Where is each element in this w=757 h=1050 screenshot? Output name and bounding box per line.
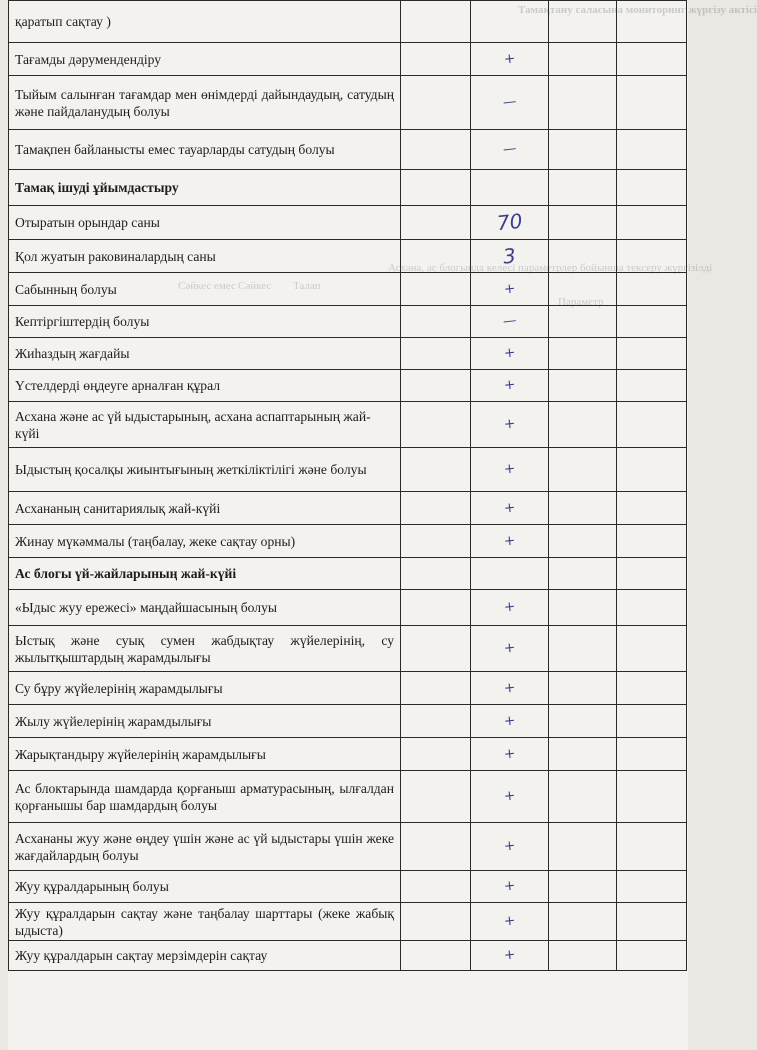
empty-cell [401, 705, 471, 738]
empty-cell [401, 43, 471, 76]
empty-cell [549, 871, 617, 903]
empty-cell [617, 705, 687, 738]
table-row [9, 771, 687, 823]
empty-cell [617, 558, 687, 590]
mark-value: + [502, 711, 516, 730]
empty-cell [549, 273, 617, 306]
empty-cell [549, 626, 617, 672]
empty-cell [549, 130, 617, 170]
empty-cell [401, 240, 471, 273]
empty-cell [617, 240, 687, 273]
table-row [9, 903, 687, 941]
parameter-label: Жуу құралдарын сақтау мерзімдерін сақтау [9, 941, 401, 971]
bleed-line-4: Сәйкес [238, 280, 272, 292]
handwritten-mark [471, 206, 549, 240]
parameter-label: Асхана және ас үй ыдыстарының, асхана аспаптарының жай-күйі [9, 402, 401, 448]
table-row [9, 871, 687, 903]
mark-value: + [502, 376, 516, 394]
handwritten-mark [471, 823, 549, 871]
table-row [9, 306, 687, 338]
table-row [9, 705, 687, 738]
parameter-label: Асхананы жуу және өңдеу үшін және ас үй ыдыстары үшін жеке жағдайлардың болуы [9, 823, 401, 871]
empty-cell [617, 590, 687, 626]
parameter-label: Ыстық және суық сумен жабдықтау жүйелерінің, су жылытқыштардың жарамдылығы [9, 626, 401, 672]
table-row [9, 941, 687, 971]
handwritten-mark [471, 525, 549, 558]
empty-cell [401, 130, 471, 170]
parameter-label: Жылу жүйелерінің жарамдылығы [9, 705, 401, 738]
table-row [9, 370, 687, 402]
table-row [9, 525, 687, 558]
handwritten-mark [471, 43, 549, 76]
mark-value: — [501, 312, 518, 330]
empty-cell [549, 492, 617, 525]
mark-value: + [502, 460, 516, 478]
mark-value: + [502, 837, 516, 855]
empty-cell [549, 76, 617, 130]
mark-value: — [501, 93, 518, 111]
empty-cell [549, 823, 617, 871]
handwritten-mark [471, 738, 549, 771]
mark-value: 3 [501, 242, 518, 269]
table-row [9, 402, 687, 448]
empty-cell [401, 170, 471, 206]
empty-cell [471, 170, 549, 206]
table-row [9, 1, 687, 43]
parameter-label: Сабынның болуы [9, 273, 401, 306]
empty-cell [617, 941, 687, 971]
empty-cell [401, 771, 471, 823]
handwritten-mark [471, 903, 549, 941]
empty-cell [401, 76, 471, 130]
empty-cell [549, 448, 617, 492]
mark-value: + [502, 415, 516, 433]
empty-cell [617, 273, 687, 306]
table-row [9, 492, 687, 525]
empty-cell [471, 558, 549, 590]
empty-cell [549, 402, 617, 448]
mark-value: — [501, 140, 518, 158]
empty-cell [401, 823, 471, 871]
empty-cell [617, 1, 687, 43]
empty-cell [549, 771, 617, 823]
empty-cell [401, 871, 471, 903]
handwritten-mark [471, 941, 549, 971]
empty-cell [617, 903, 687, 941]
parameter-label: Қол жуатын раковиналардың саны [9, 240, 401, 273]
section-title: Ас блогы үй-жайларының жай-күйі [9, 558, 401, 590]
empty-cell [617, 871, 687, 903]
empty-cell [401, 206, 471, 240]
empty-cell [401, 492, 471, 525]
section-row [9, 558, 687, 590]
empty-cell [549, 558, 617, 590]
parameter-label: қаратып сақтау ) [9, 1, 401, 43]
mark-value: + [502, 787, 516, 805]
handwritten-mark [471, 130, 549, 170]
empty-cell [401, 306, 471, 338]
empty-cell [401, 402, 471, 448]
empty-cell [549, 338, 617, 370]
empty-cell [617, 626, 687, 672]
empty-cell [401, 525, 471, 558]
empty-cell [617, 370, 687, 402]
empty-cell [401, 941, 471, 971]
parameter-label: Үстелдерді өңдеуге арналған құрал [9, 370, 401, 402]
empty-cell [401, 558, 471, 590]
handwritten-mark [471, 76, 549, 130]
handwritten-mark [471, 273, 549, 306]
empty-cell [549, 1, 617, 43]
empty-cell [401, 1, 471, 43]
empty-cell [549, 206, 617, 240]
empty-cell [617, 306, 687, 338]
empty-cell [549, 590, 617, 626]
table-row [9, 626, 687, 672]
parameter-label: Тағамды дәрумендендіру [9, 43, 401, 76]
empty-cell [617, 823, 687, 871]
parameter-label: Ас блоктарында шамдарда қорғаныш арматурасының, ылғалдан қорғанышы бар шамдардың болуы [9, 771, 401, 823]
empty-cell [617, 771, 687, 823]
empty-cell [401, 903, 471, 941]
handwritten-mark [471, 672, 549, 705]
table-row [9, 273, 687, 306]
mark-value: + [502, 877, 516, 895]
handwritten-mark [471, 871, 549, 903]
handwritten-mark [471, 306, 549, 338]
table-row [9, 823, 687, 871]
bleed-line-3: Талап [293, 280, 321, 292]
table-row [9, 590, 687, 626]
empty-cell [617, 672, 687, 705]
parameter-label: Отыратын орындар саны [9, 206, 401, 240]
empty-cell [401, 338, 471, 370]
table-row [9, 76, 687, 130]
empty-cell [617, 170, 687, 206]
handwritten-mark [471, 626, 549, 672]
mark-value: + [502, 279, 516, 298]
parameter-label: Су бұру жүйелерінің жарамдылығы [9, 672, 401, 705]
bleed-line-5: Сәйкес емес [178, 280, 236, 292]
parameter-label: «Ыдыс жуу ережесі» маңдайшасының болуы [9, 590, 401, 626]
parameter-label: Кептіргіштердің болуы [9, 306, 401, 338]
handwritten-mark [471, 492, 549, 525]
empty-cell [617, 130, 687, 170]
section-row [9, 170, 687, 206]
empty-cell [617, 76, 687, 130]
empty-cell [401, 672, 471, 705]
bleed-heading: Тамақтану саласына мониторинг жүргізу актісі [518, 4, 757, 16]
empty-cell [401, 590, 471, 626]
section-title: Тамақ ішуді ұйымдастыру [9, 170, 401, 206]
table-row [9, 672, 687, 705]
empty-cell [617, 448, 687, 492]
bleed-line-1: Асхана, ас блогында келесі параметрлер бойынша тексеру жүргізілді [388, 262, 713, 274]
handwritten-mark [471, 402, 549, 448]
table-row [9, 338, 687, 370]
empty-cell [617, 338, 687, 370]
empty-cell [549, 240, 617, 273]
empty-cell [617, 402, 687, 448]
empty-cell [617, 492, 687, 525]
monitoring-checklist-table [8, 0, 687, 971]
empty-cell [401, 273, 471, 306]
mark-value: + [502, 598, 516, 616]
mark-value: + [502, 498, 516, 517]
handwritten-mark [471, 771, 549, 823]
empty-cell [549, 941, 617, 971]
mark-value: + [502, 946, 516, 964]
empty-cell [549, 306, 617, 338]
table-row [9, 240, 687, 273]
empty-cell [549, 170, 617, 206]
empty-cell [401, 370, 471, 402]
table-row [9, 130, 687, 170]
empty-cell [617, 43, 687, 76]
empty-cell [549, 903, 617, 941]
empty-cell [549, 370, 617, 402]
handwritten-mark [471, 1, 549, 43]
mark-value: 70 [495, 208, 524, 236]
parameter-label: Жуу құралдарын сақтау және таңбалау шарттары (жеке жабық ыдыста) [9, 903, 401, 941]
mark-value: + [502, 912, 516, 930]
handwritten-mark [471, 338, 549, 370]
empty-cell [401, 626, 471, 672]
empty-cell [549, 43, 617, 76]
table-row [9, 43, 687, 76]
table-row [9, 738, 687, 771]
table-row [9, 448, 687, 492]
empty-cell [549, 672, 617, 705]
parameter-label: Ыдыстың қосалқы жиынтығының жеткіліктілігі және болуы [9, 448, 401, 492]
empty-cell [617, 206, 687, 240]
parameter-label: Жарықтандыру жүйелерінің жарамдылығы [9, 738, 401, 771]
empty-cell [549, 705, 617, 738]
parameter-label: Тыйым салынған тағамдар мен өнімдерді дайындаудың, сатудың және пайдаланудың болуы [9, 76, 401, 130]
empty-cell [549, 525, 617, 558]
parameter-label: Асхананың санитариялық жай-күйі [9, 492, 401, 525]
empty-cell [401, 448, 471, 492]
empty-cell [617, 525, 687, 558]
parameter-label: Жуу құралдарының болуы [9, 871, 401, 903]
table-row [9, 206, 687, 240]
parameter-label: Жинау мүкәммалы (таңбалау, жеке сақтау орны) [9, 525, 401, 558]
handwritten-mark [471, 240, 549, 273]
empty-cell [549, 738, 617, 771]
mark-value: + [502, 531, 516, 550]
mark-value: + [502, 49, 516, 68]
mark-value: + [502, 678, 516, 697]
mark-value: + [502, 744, 516, 763]
handwritten-mark [471, 705, 549, 738]
parameter-label: Тамақпен байланысты емес тауарларды сатудың болуы [9, 130, 401, 170]
handwritten-mark [471, 590, 549, 626]
handwritten-mark [471, 370, 549, 402]
mark-value: + [502, 639, 516, 657]
empty-cell [617, 738, 687, 771]
handwritten-mark [471, 448, 549, 492]
parameter-label: Жиһаздың жағдайы [9, 338, 401, 370]
bleed-line-2: Параметр [558, 296, 604, 308]
empty-cell [401, 738, 471, 771]
mark-value: + [502, 344, 516, 362]
